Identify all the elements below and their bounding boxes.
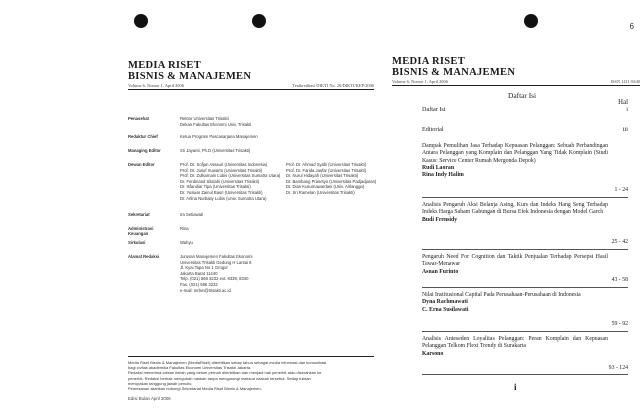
board-value: Dr. Arlina Nurbaity Lubis (Univ. Sumatra Utara) — [180, 195, 267, 201]
article-author: Asnan Furinto — [422, 268, 459, 275]
journal-title-line-2: BISNIS & MANAJEMEN — [392, 67, 516, 78]
board-value: Jl. Kyai Tapa No 1 Grogol — [180, 265, 228, 271]
toc-editorial-page: iii — [622, 126, 628, 133]
volume-text: Volume 6, Nomor 1, April 2006 — [392, 79, 448, 84]
toc-daftar-isi-page: i — [626, 106, 628, 113]
article-pages: 93 - 124 — [608, 365, 628, 371]
toc-entry — [422, 292, 608, 314]
board-label: Administrasi Keuangan — [128, 226, 154, 236]
board-value: Jakarta Barat 11440 — [180, 270, 218, 276]
article-title: Nilai Institusional Capital Pada Perusahaan-Perusahaan di Indonesia — [422, 292, 581, 298]
volume-line — [392, 79, 640, 86]
board-value: e-mail: mrbm@trisakti.ac.id — [180, 287, 231, 293]
board-value: Dekan Fakultas Ekonomi Univ. Trisakti — [180, 121, 252, 127]
toc-divider — [422, 287, 628, 288]
board-value: Dr. Isfandiar Tipa (Universitas Trisakti) — [180, 184, 251, 190]
board-value: Prof. Dr. Ahmad Syafii (Universitas Trisakti) — [286, 162, 367, 167]
article-pages: 1 - 24 — [614, 187, 628, 193]
board-value: Prof. Dr. Jusuf Suwarto (Universitas Trisakti) — [180, 167, 263, 173]
toc-entry — [422, 254, 608, 276]
board-value: Sri Jayanti, Ph.D (Universitas Trisakti) — [180, 148, 251, 153]
binder-hole-center — [252, 14, 266, 28]
toc-editorial: Editorial — [422, 126, 444, 133]
board-value: Jurusan Manajemen Fakultas Ekonomi — [180, 254, 253, 259]
board-value: Dr. Bambang Prasetyo (Universitas Padjadjaran) — [286, 178, 377, 184]
masthead-page — [128, 60, 377, 401]
binder-hole-right — [524, 14, 538, 28]
board-value: Ira Setiawati — [180, 212, 204, 217]
board-value: Universitas Trisakti Gedung H Lantai 6 — [180, 259, 252, 265]
board-value: Dr. Dian Kusumawardani (Univ. Airlangga) — [286, 184, 365, 190]
edition-footer: Edisi Bulan April 2006 — [128, 396, 171, 401]
board-value: Fax. (021) 566 3232 — [180, 281, 218, 287]
board-value: Rektor Universitas Trisakti — [180, 116, 229, 121]
toc-entry — [422, 143, 608, 179]
board-value: Dr. Ferdinand Silalahi (Universitas Trisakti) — [180, 178, 260, 184]
board-value: Prof. Dr. Zulkarnain Lubis (Universitas Sumatra Utara) — [180, 173, 281, 179]
binder-hole-left — [134, 14, 148, 28]
toc-page — [392, 56, 640, 400]
board-value: Wahyu — [180, 240, 193, 245]
board-label: Redaktur Chief — [128, 134, 158, 139]
footnote-line: Redaksi menerima tulisan ilmiah yang belum pernah diterbitkan dan menjadi hak penerbit atau diserahkan ke — [128, 370, 322, 376]
page-number: i — [514, 382, 517, 392]
article-title: Dampak Pemulihan Jasa Terhadap Kepuasan Pelanggan: Sebuah Perbandingan Antara Pelanggan yang Komplain dan Pelanggan Yang Tidak Komplain (Studi Kasus: Service Center Rumah Mergonda Depok) — [422, 143, 608, 164]
board-value: Telp. (021) 566 3232 ext. 8339, 8340 — [180, 276, 249, 282]
toc-divider — [422, 249, 628, 250]
board-value: Ketua Program Pascasarjana Manajemen — [180, 134, 258, 139]
journal-title-line-2: BISNIS & MANAJEMEN — [128, 71, 252, 82]
toc-daftar-isi: Daftar Isi — [422, 106, 446, 113]
footnote-line: merupakan tanggung jawab penulis. — [128, 380, 193, 386]
toc-entry — [422, 202, 608, 224]
footnote-line: Media Riset Bisnis & Manajemen (MediaRiset) diterbitkan setiap tahun sebagai media informasi dan komunikasi — [128, 360, 327, 365]
issn-text: ISSN 1411-8440 — [610, 79, 640, 84]
board-value: Prof. Dr. Sofjan Assauri (Universitas Indonesia) — [180, 162, 268, 167]
toc-entry — [422, 336, 608, 358]
board-value: Dr. Nurul Hidayah (Universitas Trisakti) — [286, 173, 359, 179]
toc-divider — [422, 374, 628, 375]
accreditation-text: Terakreditasi DIKTI No. 26/DIKTI/KEP/2006 — [292, 83, 374, 88]
article-title: Analisis Pengaruh Aksi Belanja Asing, Kurs dan Indeks Hang Seng Terhadap Indeks Harga Saham Gabungan di Bursa Efek Indonesia dengan Model Garch — [422, 202, 608, 216]
article-author: C. Erna Susilawati — [422, 306, 469, 313]
board-label: Managing Editor — [128, 148, 161, 153]
hal-label: Hal — [618, 99, 628, 106]
toc-title: Daftar Isi — [508, 91, 537, 100]
board-label: Alamat Redaksi — [128, 254, 160, 259]
board-label: Penasehat — [128, 116, 149, 121]
toc-divider — [422, 197, 628, 198]
article-pages: 25 - 42 — [611, 239, 628, 245]
corner-mark: 6 — [629, 22, 634, 31]
article-pages: 59 - 92 — [611, 321, 628, 327]
board-label: Sirkulasi — [128, 240, 146, 245]
volume-line — [128, 83, 374, 90]
masthead-footnote — [128, 356, 374, 391]
board-value: Dr. Yuswar Zainul Basri (Universitas Trisakti) — [180, 189, 263, 195]
board-value: Dr. Sri Ramelan (Universitas Trisakti) — [286, 189, 355, 195]
article-title: Pengaruh Need For Cognition dan Taktik Penjualan Terhadap Persepsi Hasil Tawar-Menawar — [422, 254, 608, 268]
article-title: Analisis Anteseden Loyalitas Pelanggan: Peran Komplain dan Kepuasan Pelanggan Telkom Flexi Trendy di Surakarta — [422, 336, 608, 350]
article-author: Dyna Rachmawati — [422, 299, 468, 306]
article-pages: 43 - 58 — [611, 277, 628, 283]
volume-text: Volume 6, Nomor 1, April 2006 — [128, 83, 184, 88]
article-author: Budi Frensidy — [422, 216, 458, 223]
board-value: Prof. Dr. Farida Jasfar (Universitas Trisakti) — [286, 167, 367, 173]
board-label: Sekretariat — [128, 212, 150, 217]
article-author: Karsono — [422, 350, 444, 357]
journal-title-line-1: MEDIA RISET — [392, 56, 466, 67]
footnote-line: bagi civitas akademika Fakultas Ekonomi Universitas Trisakti Jakarta. — [128, 365, 252, 371]
journal-title-line-1: MEDIA RISET — [128, 60, 202, 71]
board-value: Rina — [180, 226, 189, 231]
footnote-line: penerbit. Redaksi berhak mengubah naskah tanpa mengurangi maksud naskah tersebut. Setiap tulisan — [128, 375, 311, 381]
article-author: Rina Indy Halim — [422, 172, 464, 179]
article-author: Rudi Laoran — [422, 164, 455, 171]
toc-divider — [422, 331, 628, 332]
board-label: Dewan Editor — [128, 162, 155, 167]
footnote-line: Pemesanan silahkan hubungi Sekretariat Media Riset Bisnis & Manajemen. — [128, 386, 262, 392]
